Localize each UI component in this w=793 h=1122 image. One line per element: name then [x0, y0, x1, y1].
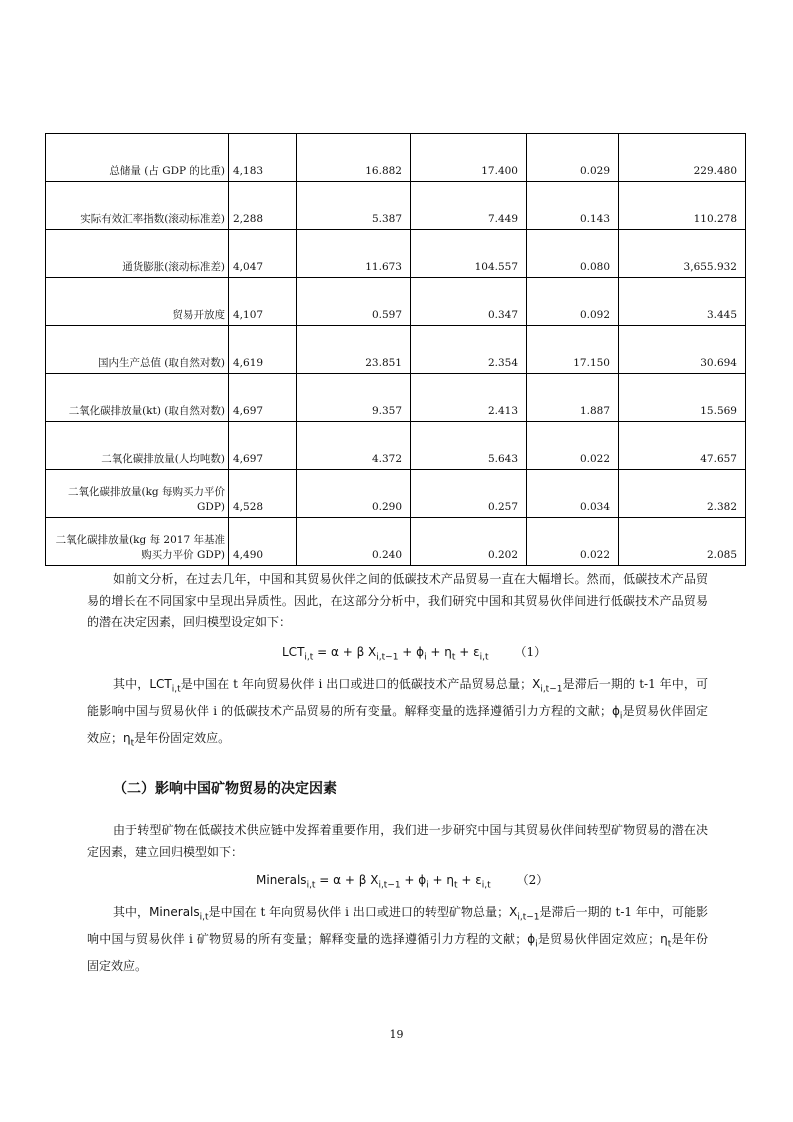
table-row: [46, 230, 746, 278]
table-cell: 4,697: [229, 374, 297, 422]
table-cell: 4.372: [297, 422, 411, 470]
row-label: 二氧化碳排放量(kg 每 2017 年基准购买力平价 GDP): [46, 518, 229, 566]
table-cell: 15.569: [619, 374, 746, 422]
table-cell: 104.557: [411, 230, 527, 278]
table-cell: 17.150: [527, 326, 619, 374]
row-label: 贸易开放度: [46, 278, 229, 326]
page-number: 19: [389, 1028, 404, 1041]
table-cell: 0.029: [527, 134, 619, 182]
table-cell: 3.445: [619, 278, 746, 326]
table-cell: 0.257: [411, 470, 527, 518]
table-cell: 4,490: [229, 518, 297, 566]
table-cell: 30.694: [619, 326, 746, 374]
table-row: [46, 326, 746, 374]
table-row: [46, 374, 746, 422]
table-cell: 11.673: [297, 230, 411, 278]
table-cell: 23.851: [297, 326, 411, 374]
row-label: 二氧化碳排放量(kg 每购买力平价 GDP): [46, 470, 229, 518]
table-cell: 4,528: [229, 470, 297, 518]
table-cell: 17.400: [411, 134, 527, 182]
table-cell: 0.034: [527, 470, 619, 518]
table-cell: 2.354: [411, 326, 527, 374]
equation-number-2: （2）: [516, 873, 549, 887]
table-cell: 110.278: [619, 182, 746, 230]
table-row: [46, 470, 746, 518]
paragraph-minerals-definitions: 其中，Minerals$_{i,t}$是中国在 t 年向贸易伙伴 i 出口或进口的转型矿物总量；$X_{i,t-1}$是滞后一期的 t-1 年中，可能影响中国与贸易伙伴 i 矿物贸易的所有变量；解释变量的选择遵循引力方程的文献；$\phi_i$是贸易伙伴固定效应；$\eta_t$是年份固定效应。: [87, 905, 708, 973]
table-cell: 0.347: [411, 278, 527, 326]
table-cell: 4,107: [229, 278, 297, 326]
table-cell: 0.080: [527, 230, 619, 278]
equation-number-1: （1）: [514, 645, 547, 659]
table-cell: 1.887: [527, 374, 619, 422]
table-cell: 2,288: [229, 182, 297, 230]
row-label: 实际有效汇率指数(滚动标准差): [46, 182, 229, 230]
table-cell: 0.022: [527, 422, 619, 470]
table-row: [46, 422, 746, 470]
table-row: [46, 134, 746, 182]
formula-minerals: Minerals$_{i,t}$ = α + β $X_{i,t-1} + \phi_i + \eta_t + \varepsilon_{i,t}$ （2）: [256, 873, 549, 891]
table-cell: 0.240: [297, 518, 411, 566]
formula-lct: $LCT_{i,t} = \alpha + \beta$ $X_{i,t-1} + \phi_i + \eta_t + \varepsilon_{i,t}$ （1）: [282, 645, 547, 663]
table-cell: 2.413: [411, 374, 527, 422]
table-cell: 4,697: [229, 422, 297, 470]
table-cell: 0.202: [411, 518, 527, 566]
table-cell: 47.657: [619, 422, 746, 470]
table-cell: 0.092: [527, 278, 619, 326]
table-cell: 4,619: [229, 326, 297, 374]
table-cell: 2.085: [619, 518, 746, 566]
table-cell: 7.449: [411, 182, 527, 230]
table-cell: 9.357: [297, 374, 411, 422]
table-cell: 2.382: [619, 470, 746, 518]
table-cell: 4,183: [229, 134, 297, 182]
table-cell: 0.143: [527, 182, 619, 230]
table-row: [46, 278, 746, 326]
table-cell: 16.882: [297, 134, 411, 182]
table-row: [46, 182, 746, 230]
row-label: 国内生产总值 (取自然对数): [46, 326, 229, 374]
table-row: [46, 518, 746, 566]
paragraph-lct-intro: 如前文分析，在过去几年，中国和其贸易伙伴之间的低碳技术产品贸易一直在大幅增长。然而，低碳技术产品贸易的增长在不同国家中呈现出异质性。因此，在这部分分析中，我们研究中国和其贸易伙伴间进行低碳技术产品贸易的潜在决定因素，回归模型设定如下：: [87, 572, 708, 629]
table-cell: 0.290: [297, 470, 411, 518]
table-cell: 229.480: [619, 134, 746, 182]
row-label: 通货膨胀(滚动标准差): [46, 230, 229, 278]
table-cell: 4,047: [229, 230, 297, 278]
table-cell: 5.387: [297, 182, 411, 230]
table-cell: 0.022: [527, 518, 619, 566]
section-heading: （二）影响中国矿物贸易的决定因素: [113, 781, 337, 797]
paragraph-lct-definitions: 其中，$LCT_{i,t}$是中国在 t 年向贸易伙伴 i 出口或进口的低碳技术产品贸易总量；$X_{i,t-1}$是滞后一期的 t-1 年中，可能影响中国与贸易伙伴 i 的低碳技术产品贸易的所有变量。解释变量的选择遵循引力方程的文献；$\phi_i$是贸易伙伴固定效应；$\eta_t$是年份固定效应。: [87, 677, 708, 749]
table-cell: 0.597: [297, 278, 411, 326]
table-cell: 3,655.932: [619, 230, 746, 278]
table-cell: 5.643: [411, 422, 527, 470]
row-label: 二氧化碳排放量(kt) (取自然对数): [46, 374, 229, 422]
summary-statistics-table: [45, 133, 746, 566]
row-label: 二氧化碳排放量(人均吨数): [46, 422, 229, 470]
paragraph-minerals-intro: 由于转型矿物在低碳技术供应链中发挥着重要作用，我们进一步研究中国与其贸易伙伴间转型矿物贸易的潜在决定因素，建立回归模型如下：: [87, 823, 708, 859]
row-label: 总储量 (占 GDP 的比重): [46, 134, 229, 182]
